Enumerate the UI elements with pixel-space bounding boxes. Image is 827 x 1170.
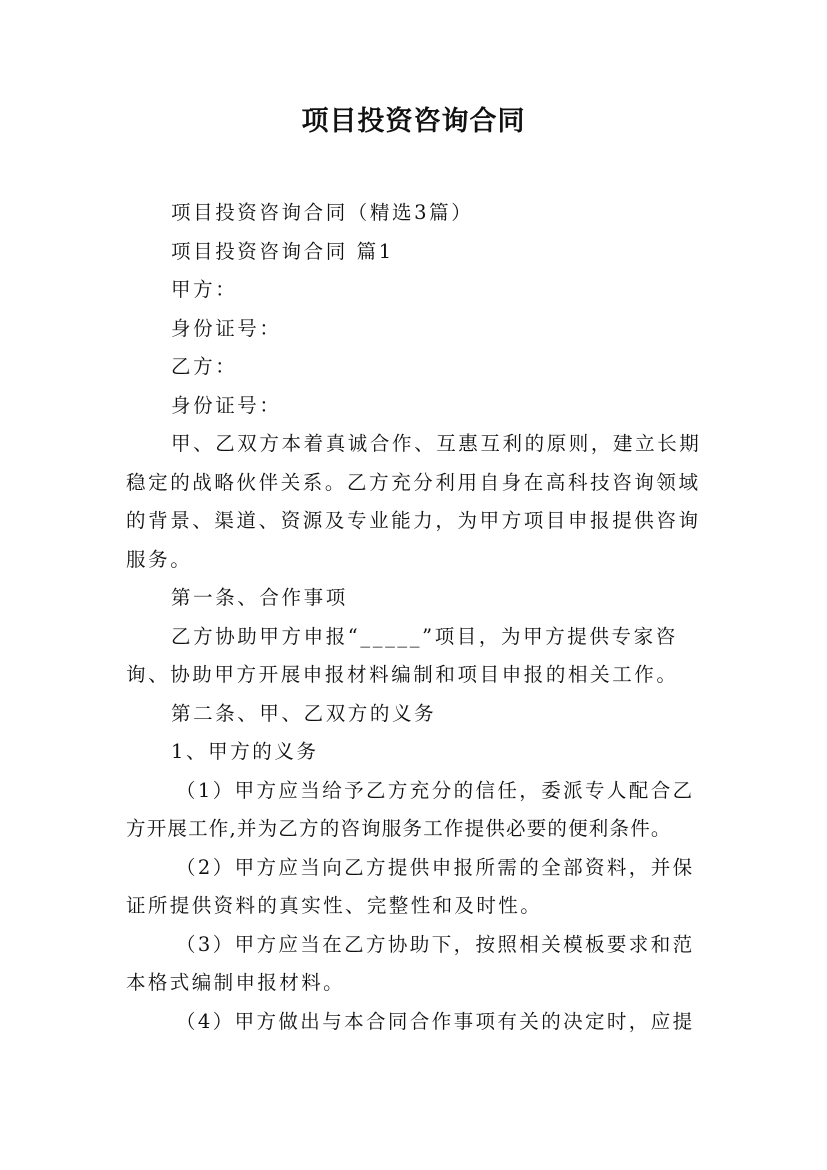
- item-line: （3）甲方应当在乙方协助下，按照相关模板要求和范: [176, 932, 695, 956]
- document-title: 项目投资咨询合同: [301, 106, 526, 137]
- intro-line: 服务。: [126, 547, 193, 571]
- article1-paragraph: [126, 618, 702, 695]
- article1-line: 乙方协助甲方申报“_____”项目，为甲方提供专家咨: [171, 624, 678, 648]
- item-2: [126, 849, 702, 926]
- party-b-id-label: 身份证号：: [171, 393, 282, 417]
- article2-heading: 第二条、甲、乙双方的义务: [171, 701, 437, 725]
- article1-heading: 第一条、合作事项: [171, 586, 348, 609]
- item-3: [126, 926, 702, 1003]
- party-a-label: 甲方：: [171, 278, 238, 301]
- item-line: 本格式编制申报材料。: [126, 971, 346, 994]
- intro-paragraph: [126, 425, 702, 579]
- intro-line: 甲、乙双方本着真诚合作、互惠互利的原则，建立长期: [171, 432, 702, 455]
- item-line: （1）甲方应当给予乙方充分的信任，委派专人配合乙: [176, 778, 695, 802]
- document-body: [126, 194, 702, 1041]
- subtitle-line: 项目投资咨询合同（精选3篇）: [171, 201, 474, 224]
- item-line: 方开展工作,并为乙方的咨询服务工作提供必要的便利条件。: [126, 817, 672, 840]
- intro-line: 稳定的战略伙伴关系。乙方充分利用自身在高科技咨询领域: [126, 470, 701, 494]
- subheading-party-a-duties: 1、甲方的义务: [171, 740, 319, 763]
- item-line: （2）甲方应当向乙方提供申报所需的全部资料，并保: [176, 855, 695, 879]
- item-1: [126, 772, 702, 849]
- item-line: 证所提供资料的真实性、完整性和及时性。: [126, 894, 543, 917]
- party-b-label: 乙方：: [171, 355, 238, 378]
- article1-line: 询、协助甲方开展申报材料编制和项目申报的相关工作。: [126, 663, 679, 686]
- party-a-id-label: 身份证号：: [171, 316, 282, 340]
- intro-line: 的背景、渠道、资源及专业能力，为甲方项目申报提供咨询: [126, 509, 701, 532]
- section-heading: 项目投资咨询合同 篇1: [171, 239, 394, 263]
- item-4: [126, 1003, 702, 1042]
- item-line: （4）甲方做出与本合同合作事项有关的决定时，应提: [176, 1009, 695, 1033]
